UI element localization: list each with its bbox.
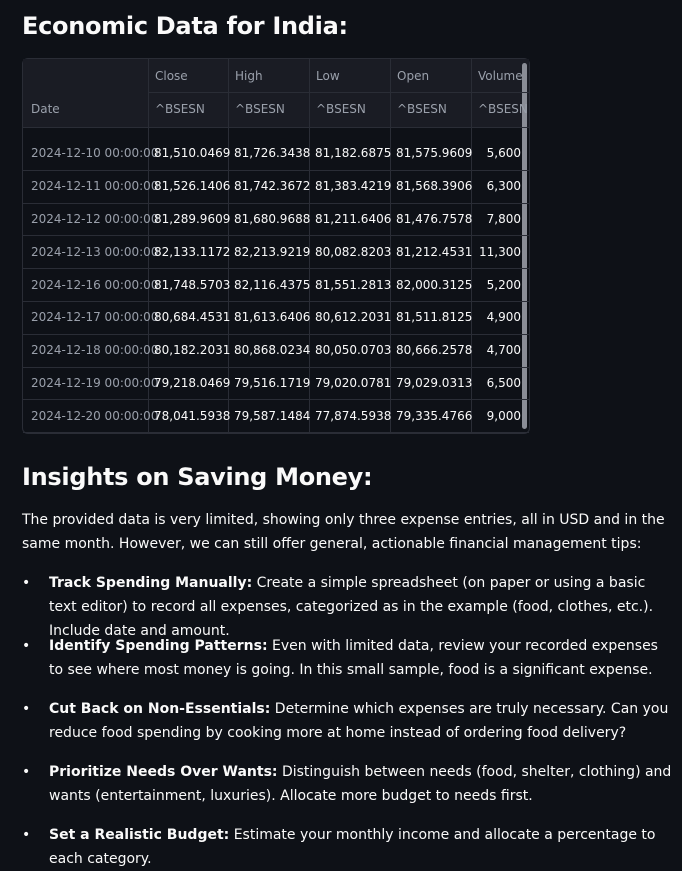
tip-title: Cut Back on Non-Essentials: (49, 701, 271, 717)
row-divider (23, 399, 529, 400)
table-cell-close[interactable]: 79,218.0469 (154, 376, 231, 390)
column-header-close[interactable]: Close (155, 69, 188, 83)
table-cell-volume[interactable]: 11,300 (479, 245, 521, 259)
insights-heading: Insights on Saving Money: (22, 463, 373, 491)
tip-body: Create a simple spreadsheet (on paper or using a basic text editor) to record all expenses, categorized as in the example (food, clothes, etc.). Include date and amount. (49, 575, 654, 639)
table-cell-high[interactable]: 80,868.0234 (234, 343, 311, 357)
row-divider (23, 432, 529, 433)
table-cell-volume[interactable]: 5,200 (486, 278, 521, 292)
row-divider (23, 367, 529, 368)
intro-paragraph: The provided data is very limited, showing only three expense entries, all in USD and in the same month. However, we can still offer general, actionable financial management tips: (22, 512, 665, 552)
tip-body: Distinguish between needs (food, shelter, clothing) and wants (entertainment, luxuries). Allocate more budget to needs first. (49, 764, 672, 804)
table-cell-low[interactable]: 81,182.6875 (315, 146, 392, 160)
row-date[interactable]: 2024-12-18 00:00:00 (31, 343, 159, 357)
bullet-point: • (22, 575, 31, 591)
table-cell-open[interactable]: 79,335.4766 (396, 409, 473, 423)
table-cell-close[interactable]: 80,182.2031 (154, 343, 231, 357)
tip-text (49, 760, 674, 808)
column-header-open[interactable]: Open (397, 69, 430, 83)
table-cell-volume[interactable]: 4,700 (486, 343, 521, 357)
table-cell-high[interactable]: 81,613.6406 (234, 310, 311, 324)
table-cell-open[interactable]: 81,575.9609 (396, 146, 473, 160)
tip-title: Identify Spending Patterns: (49, 638, 268, 654)
table-cell-high[interactable]: 81,680.9688 (234, 212, 311, 226)
table-cell-close[interactable]: 81,510.0469 (154, 146, 231, 160)
table-cell-low[interactable]: 81,551.2813 (315, 278, 392, 292)
column-header-volume[interactable]: Volume (478, 69, 523, 83)
economic-data-heading: Economic Data for India: (22, 12, 348, 40)
row-divider (23, 301, 529, 302)
row-date[interactable]: 2024-12-19 00:00:00 (31, 376, 159, 390)
table-cell-high[interactable]: 81,726.3438 (234, 146, 311, 160)
table-cell-low[interactable]: 80,082.8203 (315, 245, 392, 259)
table-cell-high[interactable]: 79,587.1484 (234, 409, 311, 423)
row-date[interactable]: 2024-12-13 00:00:00 (31, 245, 159, 259)
economic-data-table[interactable] (22, 58, 530, 434)
row-date[interactable]: 2024-12-16 00:00:00 (31, 278, 159, 292)
table-cell-volume[interactable]: 7,800 (486, 212, 521, 226)
table-cell-close[interactable]: 80,684.4531 (154, 310, 231, 324)
table-cell-open[interactable]: 81,511.8125 (396, 310, 473, 324)
table-cell-low[interactable]: 81,383.4219 (315, 179, 392, 193)
tip-body: Determine which expenses are truly necessary. Can you reduce food spending by cooking more at home instead of ordering food delivery? (49, 701, 669, 741)
table-cell-volume[interactable]: 9,000 (486, 409, 521, 423)
table-header-background (23, 59, 529, 127)
tip-text (49, 697, 674, 745)
table-cell-close[interactable]: 78,041.5938 (154, 409, 231, 423)
table-cell-low[interactable]: 81,211.6406 (315, 212, 392, 226)
bullet-point: • (22, 827, 31, 843)
tip-text (49, 634, 674, 682)
bullet-point: • (22, 638, 31, 654)
table-cell-close[interactable]: 81,526.1406 (154, 179, 231, 193)
row-divider (23, 170, 529, 171)
table-scrollbar[interactable] (522, 63, 527, 429)
table-cell-high[interactable]: 79,516.1719 (234, 376, 311, 390)
table-cell-open[interactable]: 82,000.3125 (396, 278, 473, 292)
table-cell-high[interactable]: 82,116.4375 (234, 278, 311, 292)
table-cell-open[interactable]: 81,568.3906 (396, 179, 473, 193)
tip-title: Prioritize Needs Over Wants: (49, 764, 278, 780)
column-ticker-header[interactable]: ^BSESN (478, 102, 528, 116)
row-divider (23, 203, 529, 204)
table-cell-low[interactable]: 79,020.0781 (315, 376, 392, 390)
row-date[interactable]: 2024-12-10 00:00:00 (31, 146, 159, 160)
table-cell-close[interactable]: 81,289.9609 (154, 212, 231, 226)
row-divider (23, 127, 529, 128)
table-cell-low[interactable]: 80,612.2031 (315, 310, 392, 324)
row-divider (23, 235, 529, 236)
row-date[interactable]: 2024-12-11 00:00:00 (31, 179, 159, 193)
table-cell-open[interactable]: 81,476.7578 (396, 212, 473, 226)
tip-title: Track Spending Manually: (49, 575, 253, 591)
tip-body: Even with limited data, review your recorded expenses to see where most money is going. In this small sample, food is a significant expense. (49, 638, 658, 678)
tip-text (49, 823, 674, 871)
table-cell-volume[interactable]: 6,300 (486, 179, 521, 193)
table-cell-close[interactable]: 81,748.5703 (154, 278, 231, 292)
table-cell-high[interactable]: 82,213.9219 (234, 245, 311, 259)
row-divider (23, 268, 529, 269)
row-divider (148, 92, 529, 93)
tip-title: Set a Realistic Budget: (49, 827, 230, 843)
bullet-point: • (22, 764, 31, 780)
row-date[interactable]: 2024-12-17 00:00:00 (31, 310, 159, 324)
column-header-high[interactable]: High (235, 69, 263, 83)
index-header-date[interactable]: Date (31, 102, 60, 116)
tip-text (49, 571, 674, 643)
column-ticker-header[interactable]: ^BSESN (316, 102, 366, 116)
row-date[interactable]: 2024-12-20 00:00:00 (31, 409, 159, 423)
column-ticker-header[interactable]: ^BSESN (235, 102, 285, 116)
table-cell-volume[interactable]: 5,600 (486, 146, 521, 160)
table-cell-close[interactable]: 82,133.1172 (154, 245, 231, 259)
table-cell-volume[interactable]: 4,900 (486, 310, 521, 324)
table-cell-low[interactable]: 77,874.5938 (315, 409, 392, 423)
column-ticker-header[interactable]: ^BSESN (397, 102, 447, 116)
table-cell-open[interactable]: 79,029.0313 (396, 376, 473, 390)
table-cell-open[interactable]: 81,212.4531 (396, 245, 473, 259)
column-header-low[interactable]: Low (316, 69, 340, 83)
table-cell-low[interactable]: 80,050.0703 (315, 343, 392, 357)
column-ticker-header[interactable]: ^BSESN (155, 102, 205, 116)
tip-body: Estimate your monthly income and allocate a percentage to each category. (49, 827, 656, 867)
table-cell-high[interactable]: 81,742.3672 (234, 179, 311, 193)
row-divider (23, 334, 529, 335)
table-cell-open[interactable]: 80,666.2578 (396, 343, 473, 357)
bullet-point: • (22, 701, 31, 717)
table-cell-volume[interactable]: 6,500 (486, 376, 521, 390)
row-date[interactable]: 2024-12-12 00:00:00 (31, 212, 159, 226)
